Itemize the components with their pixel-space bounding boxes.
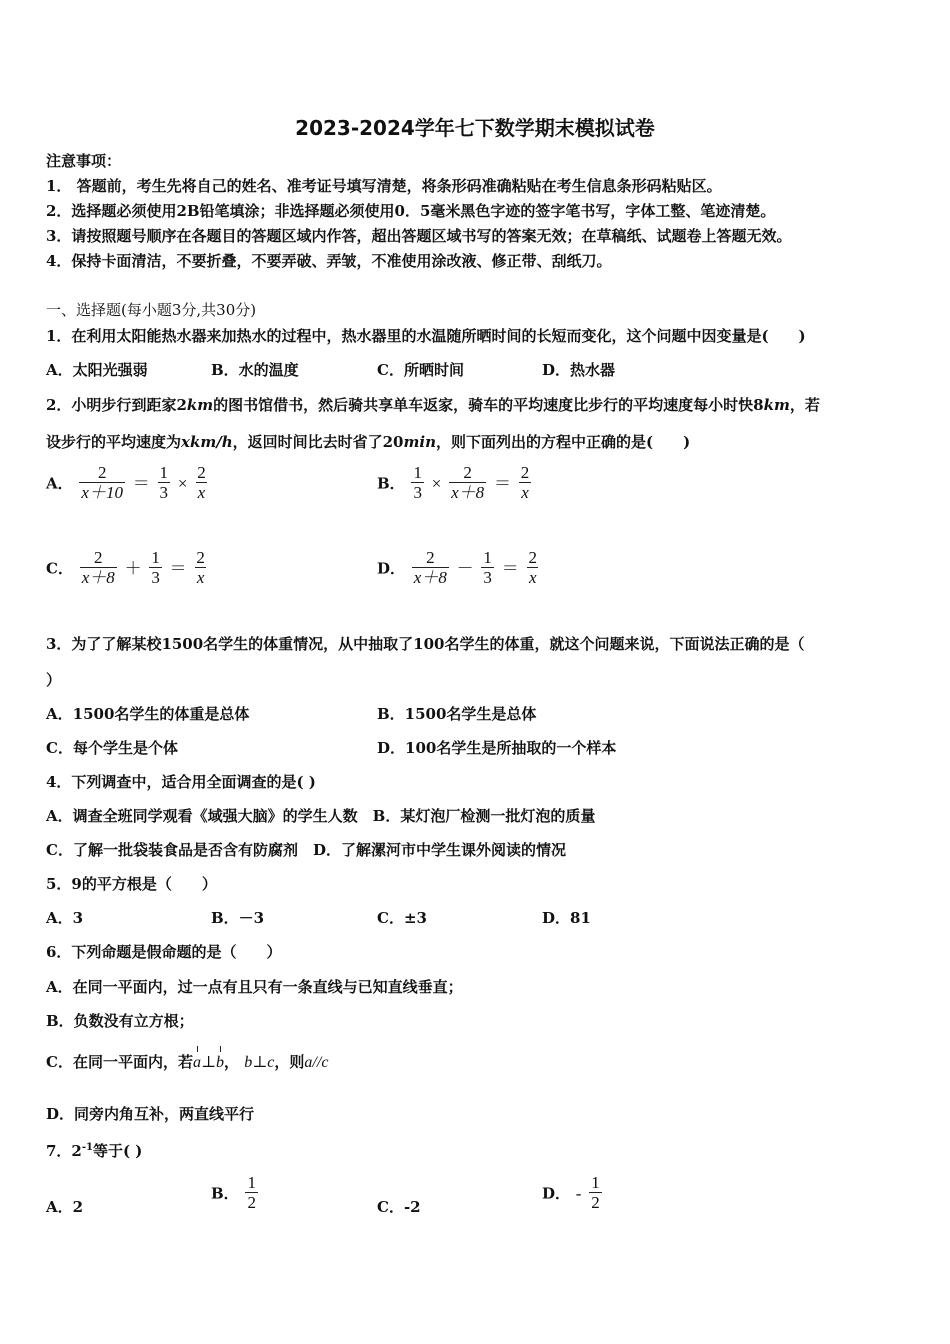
q2-text: 2．小明步行到距家 [46, 396, 177, 414]
numerator: 1 [247, 1173, 256, 1192]
denominator: x＋8 [451, 483, 485, 502]
q2-num: 20 [382, 433, 404, 451]
q3-option-d: D．100名学生是所抽取的一个样本 [377, 739, 617, 757]
plus-sign: ＋ [124, 558, 142, 578]
page-title: 2023-2024学年七下数学期末模拟试卷 [295, 116, 655, 140]
q2-stem-line2 [46, 432, 690, 452]
q7-option-c: C．-2 [377, 1198, 421, 1216]
line-c: c [267, 1054, 275, 1071]
numerator: 2 [97, 463, 107, 482]
q2-stem-line1 [46, 395, 820, 415]
fraction [158, 464, 171, 503]
denominator: x [528, 568, 537, 587]
q6-option-d: D．同旁内角互补，两直线平行 [46, 1105, 255, 1123]
notice-item-3: 3．请按照题号顺序在各题目的答题区域内作答，超出答题区域书写的答案无效；在草稿纸、试题卷上答题无效。 [46, 227, 792, 245]
fraction [80, 549, 117, 588]
denominator: 3 [483, 568, 492, 587]
denominator: 3 [159, 483, 169, 502]
denominator: x [521, 483, 529, 502]
perpendicular-symbol: ⊥ [252, 1054, 268, 1071]
q1-option-a: A．太阳光强弱 [46, 361, 148, 379]
q5-option-c: C．±3 [377, 909, 427, 927]
fraction [481, 549, 494, 588]
vector-a: a [192, 1054, 201, 1071]
q1-stem: 1．在利用太阳能热水器来加热水的过程中，热水器里的水温随所晒时间的长短而变化，这个问题中因变量是( ) [46, 327, 806, 345]
line-b: b [244, 1054, 253, 1071]
fraction [519, 464, 532, 503]
denominator: x＋10 [81, 483, 123, 502]
q4-options-cd: C．了解一批袋装食品是否含有防腐剂 D．了解漯河市中学生课外阅读的情况 [46, 841, 566, 859]
q2-option-c [46, 549, 209, 588]
q2-text: 设步行的平均速度为 [46, 433, 182, 451]
equals-sign: ＝ [501, 558, 519, 578]
q7-b-label: B． [211, 1184, 239, 1203]
equals-sign: ＝ [132, 473, 150, 493]
q6-c-comma: ， [224, 1053, 240, 1071]
q1-option-b: B．水的温度 [211, 361, 299, 379]
q3-stem-line2: ） [46, 671, 62, 689]
fraction [149, 549, 162, 588]
fraction [449, 464, 486, 503]
q6-c-then: ，则 [274, 1053, 305, 1071]
numerator: 1 [413, 463, 422, 482]
q2-a-label: A． [46, 474, 73, 493]
q3-option-c: C．每个学生是个体 [46, 739, 178, 757]
q7-stem [46, 1138, 142, 1161]
fraction [194, 549, 207, 588]
q2-option-d [377, 549, 541, 588]
numerator: 2 [520, 463, 530, 482]
fraction [79, 464, 125, 503]
q2-text: ，若 [789, 396, 820, 414]
fraction [412, 549, 449, 588]
q2-speed: xkm/h [181, 433, 233, 451]
fraction [245, 1174, 258, 1213]
q6-stem: 6．下列命题是假命题的是（ ） [46, 943, 282, 961]
numerator: 2 [426, 548, 435, 567]
q2-d-label: D． [377, 559, 406, 578]
q7-text: 等于( ) [92, 1142, 143, 1160]
denominator: x [196, 568, 205, 587]
q5-option-d: D．81 [542, 909, 591, 927]
q5-option-a: A．3 [46, 909, 84, 927]
q3-stem-line1: 3．为了了解某校1500名学生的体重情况，从中抽取了100名学生的体重，就这个问题来说，下面说法正确的是（ [46, 635, 805, 653]
equals-sign: ＝ [169, 558, 187, 578]
q2-num: 2 [176, 396, 187, 414]
q2-num: 8 [753, 396, 764, 414]
q4-options-ab: A．调查全班同学观看《域强大脑》的学生人数 B．某灯泡厂检测一批灯泡的质量 [46, 807, 596, 825]
fraction [411, 464, 424, 503]
equals-sign: ＝ [493, 473, 511, 493]
q6-option-c [46, 1052, 328, 1073]
denominator: 2 [247, 1193, 256, 1212]
denominator: 2 [591, 1193, 600, 1212]
q2-text: ，返回时间比去时省了 [232, 433, 383, 451]
q1-option-d: D．热水器 [542, 361, 616, 379]
fraction [526, 549, 539, 588]
notice-item-4: 4．保持卡面清洁，不要折叠，不要弄破、弄皱，不准使用涂改液、修正带、刮纸刀。 [46, 252, 612, 270]
numerator: 2 [197, 463, 206, 482]
q3-option-a: A．1500名学生的体重是总体 [46, 705, 250, 723]
q2-unit: km [763, 396, 790, 414]
line-c: c [321, 1054, 329, 1071]
times-sign: × [177, 473, 188, 493]
denominator: 3 [151, 568, 160, 587]
numerator: 1 [159, 463, 169, 482]
q6-option-b: B．负数没有立方根； [46, 1012, 194, 1030]
minus-sign: - [575, 1183, 582, 1203]
numerator: 2 [528, 548, 537, 567]
q3-option-b: B．1500名学生是总体 [377, 705, 537, 723]
denominator: x＋8 [81, 568, 115, 587]
q1-option-c: C．所晒时间 [377, 361, 464, 379]
fraction [195, 464, 208, 503]
denominator: 3 [413, 483, 422, 502]
q7-option-d [542, 1174, 604, 1213]
q2-c-label: C． [46, 559, 73, 578]
q5-stem: 5．9的平方根是（ ） [46, 875, 217, 893]
perpendicular-symbol: ⊥ [200, 1054, 216, 1071]
numerator: 1 [591, 1173, 600, 1192]
q6-option-a: A．在同一平面内，过一点有且只有一条直线与已知直线垂直； [46, 978, 463, 996]
q4-stem: 4．下列调查中，适合用全面调查的是( ) [46, 773, 316, 791]
q2-b-label: B． [377, 474, 405, 493]
section-heading: 一、选择题(每小题3分,共30分) [46, 301, 257, 319]
q7-exponent: -1 [81, 1142, 93, 1153]
q5-option-b: B．－3 [211, 909, 265, 927]
numerator: 2 [463, 463, 472, 482]
vector-b: b [216, 1054, 224, 1071]
numerator: 1 [483, 548, 492, 567]
q7-option-b [211, 1174, 260, 1213]
notice-item-2: 2．选择题必须使用2B铅笔填涂；非选择题必须使用0．5毫米黑色字迹的签字笔书写，字体工整、笔迹清楚。 [46, 202, 776, 220]
denominator: x [197, 483, 206, 502]
q2-unit: min [403, 433, 436, 451]
line-a: a [304, 1054, 313, 1071]
q2-text: ，则下面列出的方程中正确的是( ) [435, 433, 691, 451]
q7-d-label: D． [542, 1184, 571, 1203]
notice-heading: 注意事项： [46, 152, 122, 170]
fraction [589, 1174, 602, 1213]
q6-c-text: C．在同一平面内，若 [46, 1053, 193, 1071]
notice-item-1: 1． 答题前，考生先将自己的姓名、准考证号填写清楚，将条形码准确粘贴在考生信息条形码粘贴区。 [46, 177, 722, 195]
q2-unit: km [186, 396, 214, 414]
minus-sign: － [456, 558, 474, 578]
q7-base: 7．2 [46, 1142, 82, 1160]
numerator: 2 [196, 548, 205, 567]
numerator: 1 [151, 548, 160, 567]
parallel-symbol: // [312, 1054, 322, 1071]
q2-option-a [46, 464, 210, 503]
q2-text: 的图书馆借书，然后骑共享单车返家，骑车的平均速度比步行的平均速度每小时快 [213, 396, 754, 414]
times-sign: × [431, 473, 442, 493]
numerator: 2 [94, 548, 103, 567]
q2-option-b [377, 464, 533, 503]
q7-option-a: A．2 [46, 1198, 84, 1216]
denominator: x＋8 [413, 568, 447, 587]
